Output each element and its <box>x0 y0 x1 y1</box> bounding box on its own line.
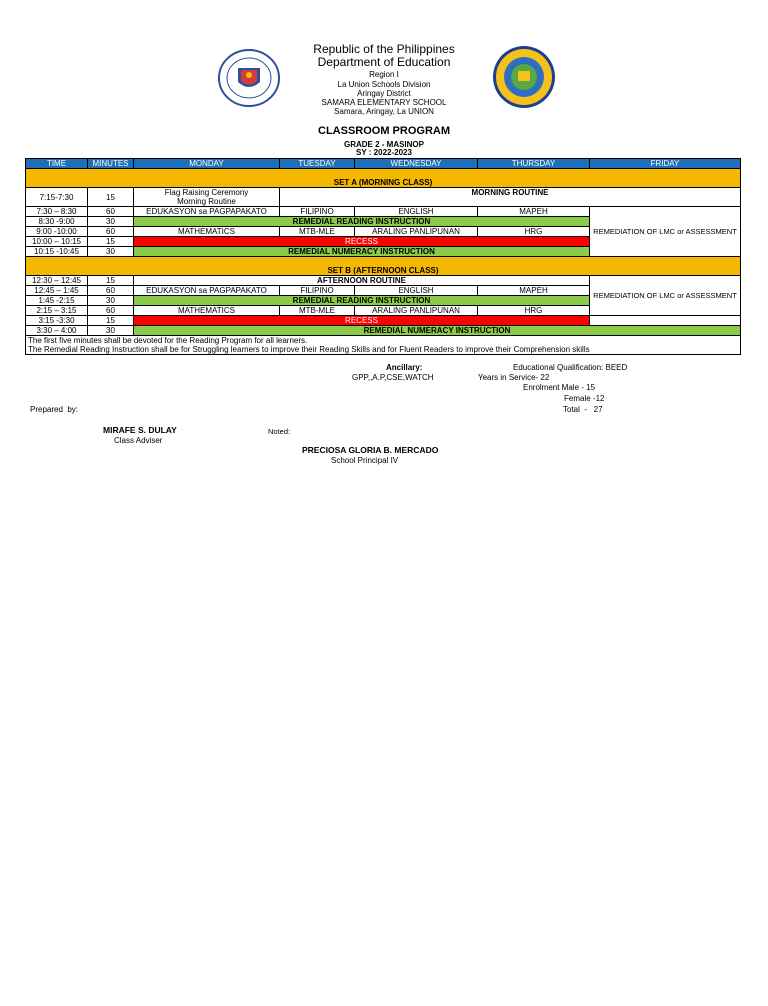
header-republic: Republic of the Philippines <box>313 42 455 56</box>
monday-cell: MATHEMATICS <box>134 227 280 237</box>
notes-cell <box>26 336 741 355</box>
col-header-friday: FRIDAY <box>590 159 741 169</box>
set-a-label-row <box>26 178 741 188</box>
time-cell: 8:30 -9:00 <box>26 217 88 227</box>
monday-cell: EDUKASYON sa PAGPAPAKATO <box>134 286 280 296</box>
time-cell: 3:15 -3:30 <box>26 316 88 326</box>
enrolment-total: Total - 27 <box>563 405 603 414</box>
prepared-by-label: Prepared by: <box>30 405 79 414</box>
minutes-cell: 15 <box>88 188 134 207</box>
educational-qualification: Educational Qualification: BEED <box>513 363 628 372</box>
classroom-program-table <box>25 158 741 355</box>
principal-name: PRECIOSA GLORIA B. MERCADO <box>302 445 439 455</box>
page-title: CLASSROOM PROGRAM <box>318 125 450 137</box>
table-row <box>26 188 741 207</box>
thursday-cell: MAPEH <box>478 286 590 296</box>
table-row <box>26 326 741 336</box>
wednesday-cell: ENGLISH <box>355 286 478 296</box>
adviser-name: MIRAFE S. DULAY <box>103 425 177 435</box>
remedial-numeracy-cell: REMEDIAL NUMERACY INSTRUCTION <box>134 326 741 336</box>
header-region: Region I <box>369 70 399 79</box>
spacer <box>26 169 741 179</box>
col-header-minutes: MINUTES <box>88 159 134 169</box>
morning-routine-text: Morning Routine <box>177 197 236 206</box>
header-department: Department of Education <box>317 55 451 69</box>
friday-remediation-cell: REMEDIATION OF LMC or ASSESSMENT <box>590 276 741 316</box>
time-cell: 10:00 – 10:15 <box>26 237 88 247</box>
empty-cell <box>590 316 741 326</box>
col-header-monday: MONDAY <box>134 159 280 169</box>
table-row <box>26 316 741 326</box>
header-address: Samara, Aringay, La UNION <box>334 107 434 116</box>
note-remedial-reading: The Remedial Reading Instruction shall be for Struggling learners to improve their Reading Skills and for Fluent Readers to improve their Comprehension skills <box>28 345 590 354</box>
header-school: SAMARA ELEMENTARY SCHOOL <box>321 98 447 107</box>
monday-cell: MATHEMATICS <box>134 306 280 316</box>
monday-cell: EDUKASYON sa PAGPAPAKATO <box>134 207 280 217</box>
principal-role: School Principal IV <box>331 456 399 465</box>
thursday-cell: MAPEH <box>478 207 590 217</box>
enrolment-male: Enrolment Male - 15 <box>523 383 596 392</box>
minutes-cell: 15 <box>88 237 134 247</box>
wednesday-cell: ARALING PANLIPUNAN <box>355 227 478 237</box>
ancillary-label: Ancillary: <box>386 363 423 372</box>
minutes-cell: 60 <box>88 207 134 217</box>
table-header-row <box>26 159 741 169</box>
note-reading-program: The first five minutes shall be devoted for the Reading Program for all learners. <box>28 336 308 345</box>
minutes-cell: 30 <box>88 217 134 227</box>
minutes-cell: 15 <box>88 316 134 326</box>
afternoon-routine-cell: AFTERNOON ROUTINE <box>134 276 590 286</box>
header-division: La Union Schools Division <box>337 80 431 89</box>
enrolment-female: Female -12 <box>564 394 605 403</box>
col-header-wednesday: WEDNESDAY <box>355 159 478 169</box>
minutes-cell: 60 <box>88 227 134 237</box>
wednesday-cell: ENGLISH <box>355 207 478 217</box>
minutes-cell: 60 <box>88 306 134 316</box>
minutes-cell: 15 <box>88 276 134 286</box>
ancillary-value: GPP,,A.P,CSE,WATCH <box>352 373 434 382</box>
set-b-label-row <box>26 266 741 276</box>
time-cell: 12:45 – 1:45 <box>26 286 88 296</box>
recess-cell: RECESS <box>134 316 590 326</box>
thursday-cell: HRG <box>478 227 590 237</box>
morning-routine-cell: MORNING ROUTINE <box>280 188 741 207</box>
time-cell: 9:00 -10:00 <box>26 227 88 237</box>
minutes-cell: 30 <box>88 247 134 257</box>
minutes-cell: 30 <box>88 296 134 306</box>
time-cell: 3:30 – 4:00 <box>26 326 88 336</box>
time-cell: 2:15 – 3:15 <box>26 306 88 316</box>
set-a-label: SET A (MORNING CLASS) <box>26 178 741 188</box>
time-cell: 12:30 – 12:45 <box>26 276 88 286</box>
tuesday-cell: MTB-MLE <box>280 227 355 237</box>
notes-row <box>26 336 741 355</box>
adviser-role: Class Adviser <box>114 436 163 445</box>
years-in-service: Years in Service- 22 <box>478 373 550 382</box>
friday-remediation-cell: REMEDIATION OF LMC or ASSESSMENT <box>590 207 741 257</box>
header-district: Aringay District <box>357 89 411 98</box>
col-header-time: TIME <box>26 159 88 169</box>
noted-label: Noted: <box>268 427 291 436</box>
tuesday-cell: FILIPINO <box>280 207 355 217</box>
time-cell: 10:15 -10:45 <box>26 247 88 257</box>
time-cell: 7:30 – 8:30 <box>26 207 88 217</box>
minutes-cell: 60 <box>88 286 134 296</box>
thursday-cell: HRG <box>478 306 590 316</box>
tuesday-cell: FILIPINO <box>280 286 355 296</box>
flag-ceremony-text: Flag Raising Ceremony <box>164 188 249 197</box>
wednesday-cell: ARALING PANLIPUNAN <box>355 306 478 316</box>
grade-label: GRADE 2 - MASINOP <box>343 140 424 149</box>
monday-cell <box>134 188 280 207</box>
col-header-thursday: THURSDAY <box>478 159 590 169</box>
tuesday-cell: MTB-MLE <box>280 306 355 316</box>
school-year-label: SY : 2022-2023 <box>356 148 412 157</box>
table-row <box>26 276 741 286</box>
minutes-cell: 30 <box>88 326 134 336</box>
col-header-tuesday: TUESDAY <box>280 159 355 169</box>
recess-cell: RECESS <box>134 237 590 247</box>
remedial-numeracy-cell: REMEDIAL NUMERACY INSTRUCTION <box>134 247 590 257</box>
table-row <box>26 207 741 217</box>
time-cell: 7:15-7:30 <box>26 188 88 207</box>
spacer <box>26 257 741 267</box>
time-cell: 1:45 -2:15 <box>26 296 88 306</box>
remedial-reading-cell: REMEDIAL READING INSTRUCTION <box>134 296 590 306</box>
set-b-label: SET B (AFTERNOON CLASS) <box>26 266 741 276</box>
remedial-reading-cell: REMEDIAL READING INSTRUCTION <box>134 217 590 227</box>
